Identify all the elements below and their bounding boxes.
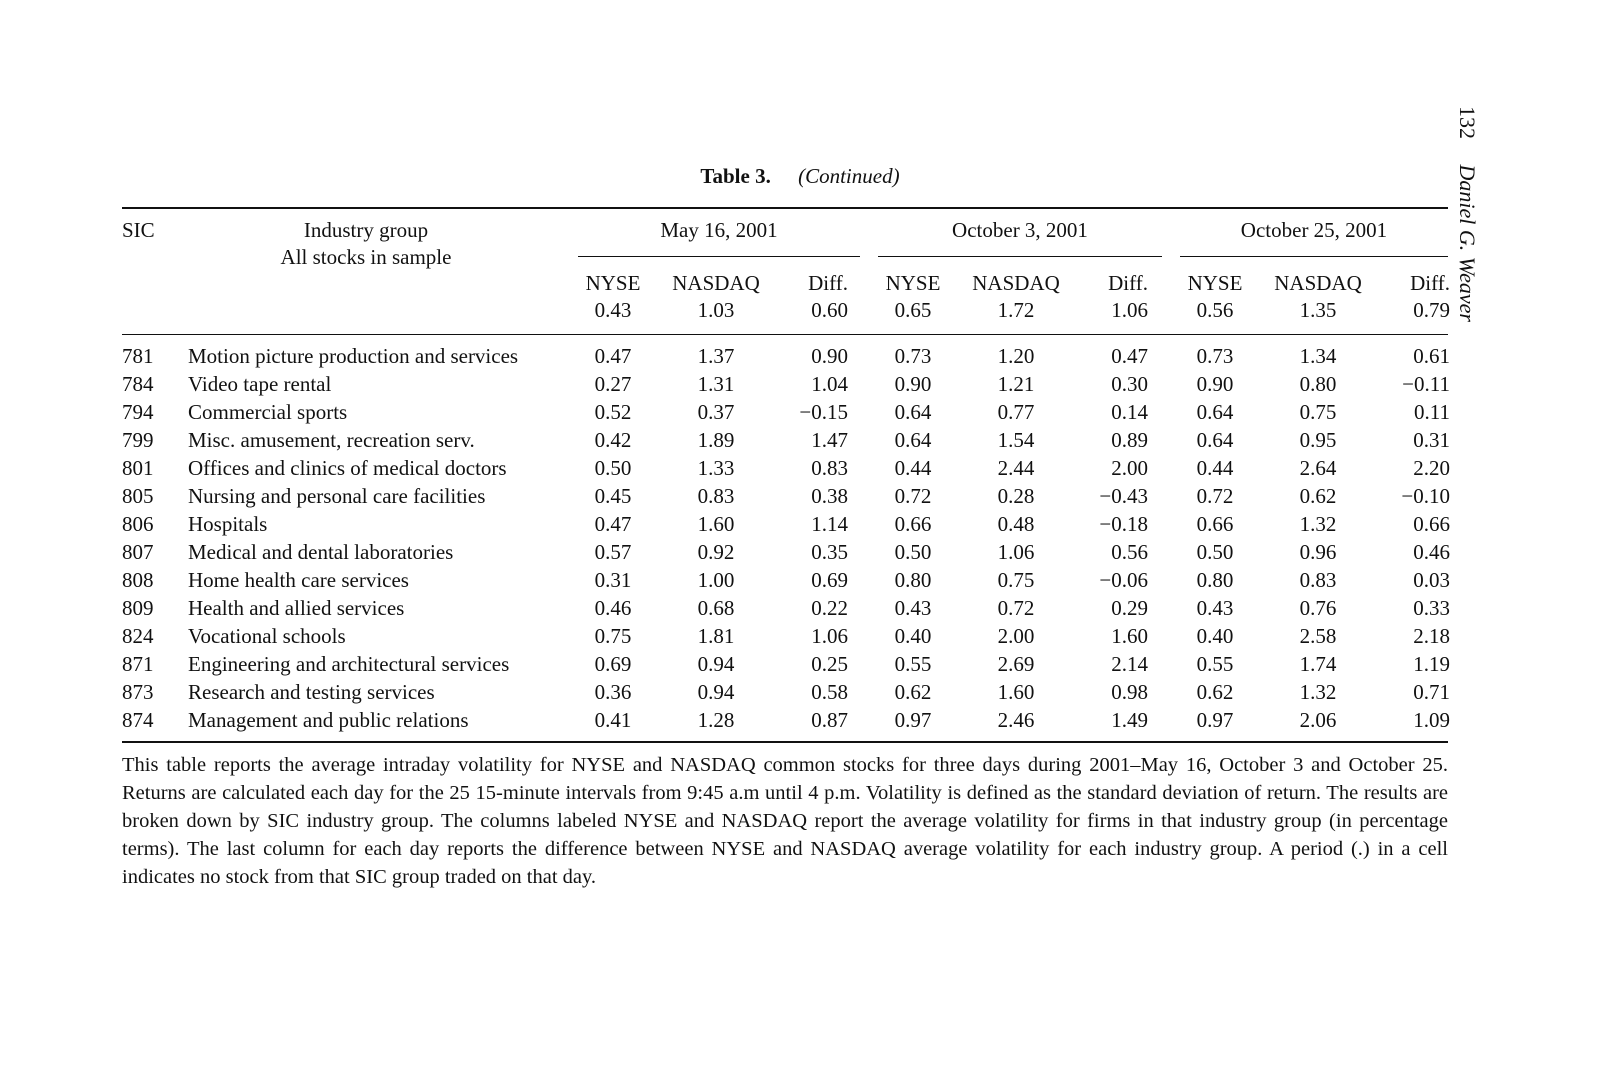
row-sic: 805 xyxy=(122,484,154,508)
row-value: 0.45 xyxy=(594,484,632,508)
row-value: 0.77 xyxy=(997,400,1035,424)
row-value: 0.75 xyxy=(997,568,1035,592)
row-value: 0.92 xyxy=(697,540,735,564)
row-value: 0.73 xyxy=(1196,344,1234,368)
row-value: 0.62 xyxy=(1196,680,1234,704)
header-all-value: 0.79 xyxy=(1413,298,1450,322)
row-industry: Management and public relations xyxy=(188,708,469,732)
row-value: 0.97 xyxy=(894,708,932,732)
row-value: −0.06 xyxy=(1099,568,1148,592)
author-name: Daniel G. Weaver xyxy=(1455,164,1480,322)
table-label: Table 3. xyxy=(700,164,771,188)
row-value: 0.62 xyxy=(1299,484,1337,508)
row-value: 2.46 xyxy=(997,708,1035,732)
row-value: 0.22 xyxy=(811,596,848,620)
row-value: 0.89 xyxy=(1111,428,1148,452)
row-value: 0.33 xyxy=(1413,596,1450,620)
row-value: 1.32 xyxy=(1299,680,1337,704)
row-value: 0.97 xyxy=(1196,708,1234,732)
row-value: 0.52 xyxy=(594,400,632,424)
group-rule xyxy=(1180,256,1448,257)
row-value: 1.19 xyxy=(1413,652,1450,676)
row-value: 0.55 xyxy=(894,652,932,676)
row-value: 0.56 xyxy=(1111,540,1148,564)
page-number: 132 xyxy=(1455,106,1480,139)
row-value: 0.38 xyxy=(811,484,848,508)
row-industry: Health and allied services xyxy=(188,596,405,620)
row-value: 0.66 xyxy=(894,512,932,536)
row-sic: 809 xyxy=(122,596,154,620)
header-all-value: 1.06 xyxy=(1111,298,1148,322)
row-industry: Research and testing services xyxy=(188,680,435,704)
row-value: 2.20 xyxy=(1413,456,1450,480)
row-value: 0.40 xyxy=(894,624,932,648)
row-value: 0.03 xyxy=(1413,568,1450,592)
row-industry: Medical and dental laboratories xyxy=(188,540,454,564)
row-value: 0.64 xyxy=(894,428,932,452)
row-value: 0.57 xyxy=(594,540,632,564)
row-value: 0.50 xyxy=(1196,540,1234,564)
row-value: 2.14 xyxy=(1111,652,1148,676)
header-all-value: 0.43 xyxy=(594,298,632,322)
header-all-value: 0.65 xyxy=(894,298,932,322)
row-sic: 824 xyxy=(122,624,154,648)
header-all-value: 1.03 xyxy=(697,298,735,322)
row-value: 1.34 xyxy=(1299,344,1337,368)
header-date: May 16, 2001 xyxy=(660,218,778,242)
row-value: 0.46 xyxy=(594,596,632,620)
row-value: 0.90 xyxy=(811,344,848,368)
row-value: 2.00 xyxy=(997,624,1035,648)
header-all-value: 0.56 xyxy=(1196,298,1234,322)
row-value: 2.64 xyxy=(1299,456,1337,480)
row-value: 0.76 xyxy=(1299,596,1337,620)
row-value: 2.44 xyxy=(997,456,1035,480)
row-sic: 874 xyxy=(122,708,154,732)
row-value: 0.47 xyxy=(594,344,632,368)
header-all-value: 0.60 xyxy=(811,298,848,322)
row-value: 0.44 xyxy=(894,456,932,480)
row-value: 0.35 xyxy=(811,540,848,564)
row-value: 1.21 xyxy=(997,372,1035,396)
header-subcol: NYSE xyxy=(1187,271,1243,295)
header-subcol: NASDAQ xyxy=(972,271,1060,295)
row-value: 1.74 xyxy=(1299,652,1337,676)
row-value: 1.20 xyxy=(997,344,1035,368)
row-value: 0.75 xyxy=(1299,400,1337,424)
row-value: 0.62 xyxy=(894,680,932,704)
row-value: 1.00 xyxy=(697,568,735,592)
row-value: 0.66 xyxy=(1196,512,1234,536)
table-caption xyxy=(0,162,1600,190)
row-value: 0.43 xyxy=(1196,596,1234,620)
header-subcol: NYSE xyxy=(885,271,941,295)
row-value: 0.36 xyxy=(594,680,632,704)
row-value: 0.14 xyxy=(1111,400,1148,424)
header-all-value: 1.72 xyxy=(997,298,1035,322)
row-value: 1.33 xyxy=(697,456,735,480)
row-value: 0.83 xyxy=(1299,568,1337,592)
row-value: 1.60 xyxy=(997,680,1035,704)
row-sic: 871 xyxy=(122,652,154,676)
row-value: 0.90 xyxy=(894,372,932,396)
row-value: −0.18 xyxy=(1099,512,1148,536)
header-all-value: 1.35 xyxy=(1299,298,1337,322)
row-value: 0.29 xyxy=(1111,596,1148,620)
row-value: 1.47 xyxy=(811,428,848,452)
row-value: 0.11 xyxy=(1414,400,1450,424)
header-subcol: Diff. xyxy=(1410,271,1450,295)
header-subcol: NASDAQ xyxy=(1274,271,1362,295)
row-value: 0.42 xyxy=(594,428,632,452)
row-sic: 807 xyxy=(122,540,154,564)
row-value: 0.72 xyxy=(1196,484,1234,508)
row-value: 0.94 xyxy=(697,652,735,676)
header-subcol: Diff. xyxy=(1108,271,1148,295)
header-all-stocks: All stocks in sample xyxy=(280,245,452,269)
row-sic: 799 xyxy=(122,428,154,452)
row-value: 1.06 xyxy=(811,624,848,648)
row-value: 0.72 xyxy=(894,484,932,508)
row-value: 0.80 xyxy=(1196,568,1234,592)
row-value: 1.54 xyxy=(997,428,1035,452)
row-value: 2.58 xyxy=(1299,624,1337,648)
row-value: 0.69 xyxy=(811,568,848,592)
table-continued: (Continued) xyxy=(798,164,900,188)
row-value: 0.95 xyxy=(1299,428,1337,452)
row-value: 0.30 xyxy=(1111,372,1148,396)
row-value: 1.32 xyxy=(1299,512,1337,536)
row-value: 0.73 xyxy=(894,344,932,368)
header-date: October 25, 2001 xyxy=(1240,218,1388,242)
row-value: 2.00 xyxy=(1111,456,1148,480)
row-value: 0.96 xyxy=(1299,540,1337,564)
group-rule xyxy=(578,256,860,257)
row-value: 1.04 xyxy=(811,372,848,396)
row-value: 2.18 xyxy=(1413,624,1450,648)
row-value: 0.40 xyxy=(1196,624,1234,648)
row-value: 0.43 xyxy=(894,596,932,620)
row-value: 0.50 xyxy=(894,540,932,564)
row-value: 0.47 xyxy=(1111,344,1148,368)
row-value: 1.60 xyxy=(1111,624,1148,648)
header-rule xyxy=(122,334,1448,335)
header-industry-group: Industry group xyxy=(303,218,429,242)
row-sic: 801 xyxy=(122,456,154,480)
row-sic: 808 xyxy=(122,568,154,592)
row-value: −0.11 xyxy=(1402,372,1450,396)
row-value: 0.83 xyxy=(697,484,735,508)
row-industry: Nursing and personal care facilities xyxy=(188,484,486,508)
row-industry: Motion picture production and services xyxy=(188,344,519,368)
row-value: 1.60 xyxy=(697,512,735,536)
row-value: 0.44 xyxy=(1196,456,1234,480)
row-value: 0.25 xyxy=(811,652,848,676)
row-value: 1.49 xyxy=(1111,708,1148,732)
row-value: 1.89 xyxy=(697,428,735,452)
row-value: 0.69 xyxy=(594,652,632,676)
header-subcol: Diff. xyxy=(808,271,848,295)
row-value: −0.15 xyxy=(799,400,848,424)
row-sic: 873 xyxy=(122,680,154,704)
row-value: 1.28 xyxy=(697,708,735,732)
row-value: 0.46 xyxy=(1413,540,1450,564)
row-value: 0.48 xyxy=(997,512,1035,536)
row-industry: Misc. amusement, recreation serv. xyxy=(188,428,475,452)
row-value: 0.31 xyxy=(1413,428,1450,452)
row-value: 1.31 xyxy=(697,372,735,396)
row-value: 0.90 xyxy=(1196,372,1234,396)
group-rule xyxy=(878,256,1162,257)
row-value: 1.81 xyxy=(697,624,735,648)
row-value: −0.10 xyxy=(1401,484,1450,508)
row-value: 0.66 xyxy=(1413,512,1450,536)
row-value: 0.94 xyxy=(697,680,735,704)
row-value: 1.06 xyxy=(997,540,1035,564)
row-value: 1.14 xyxy=(811,512,848,536)
header-sic: SIC xyxy=(122,218,155,242)
row-value: 0.80 xyxy=(1299,372,1337,396)
row-value: 2.69 xyxy=(997,652,1035,676)
row-value: −0.43 xyxy=(1099,484,1148,508)
row-value: 0.55 xyxy=(1196,652,1234,676)
row-value: 0.71 xyxy=(1413,680,1450,704)
row-sic: 794 xyxy=(122,400,154,424)
row-value: 0.41 xyxy=(594,708,632,732)
row-value: 0.80 xyxy=(894,568,932,592)
header-subcol: NASDAQ xyxy=(672,271,760,295)
row-value: 1.37 xyxy=(697,344,735,368)
row-value: 0.64 xyxy=(894,400,932,424)
row-value: 0.64 xyxy=(1196,428,1234,452)
row-industry: Video tape rental xyxy=(188,372,332,396)
row-industry: Vocational schools xyxy=(188,624,346,648)
row-value: 0.98 xyxy=(1111,680,1148,704)
table-footnote: This table reports the average intraday volatility for NYSE and NASDAQ common stocks for three days during 2001–May 16, October 3 and October 25. Returns are calculated each day for the 25 15-minute intervals from 9:45 a.m until 4 p.m. Volatility is defined as the standard deviation of return. The results are broken down by SIC industry group. The columns labeled NYSE and NASDAQ report the average volatility for firms in that industry group (in percentage terms). The last column for each day reports the difference between NYSE and NASDAQ average volatility for each industry group. A period (.) in a cell indicates no stock from that SIC group traded on that day. xyxy=(122,754,1448,888)
row-value: 0.83 xyxy=(811,456,848,480)
row-industry: Offices and clinics of medical doctors xyxy=(188,456,507,480)
row-value: 0.75 xyxy=(594,624,632,648)
row-value: 0.87 xyxy=(811,708,848,732)
row-industry: Commercial sports xyxy=(188,400,348,424)
header-date: October 3, 2001 xyxy=(952,218,1088,242)
row-value: 0.47 xyxy=(594,512,632,536)
row-value: 0.31 xyxy=(594,568,632,592)
row-value: 0.27 xyxy=(594,372,632,396)
running-head xyxy=(1452,106,1482,356)
row-industry: Home health care services xyxy=(188,568,409,592)
top-rule xyxy=(122,207,1448,209)
row-industry: Hospitals xyxy=(188,512,268,536)
row-sic: 781 xyxy=(122,344,154,368)
row-value: 0.64 xyxy=(1196,400,1234,424)
bottom-rule xyxy=(122,741,1448,743)
row-value: 0.68 xyxy=(697,596,735,620)
row-industry: Engineering and architectural services xyxy=(188,652,510,676)
row-value: 1.09 xyxy=(1413,708,1450,732)
row-value: 0.50 xyxy=(594,456,632,480)
row-value: 0.61 xyxy=(1413,344,1450,368)
header-subcol: NYSE xyxy=(585,271,641,295)
row-value: 0.72 xyxy=(997,596,1035,620)
row-value: 0.58 xyxy=(811,680,848,704)
row-sic: 784 xyxy=(122,372,154,396)
row-sic: 806 xyxy=(122,512,154,536)
row-value: 0.28 xyxy=(997,484,1035,508)
row-value: 0.37 xyxy=(697,400,735,424)
row-value: 2.06 xyxy=(1299,708,1337,732)
